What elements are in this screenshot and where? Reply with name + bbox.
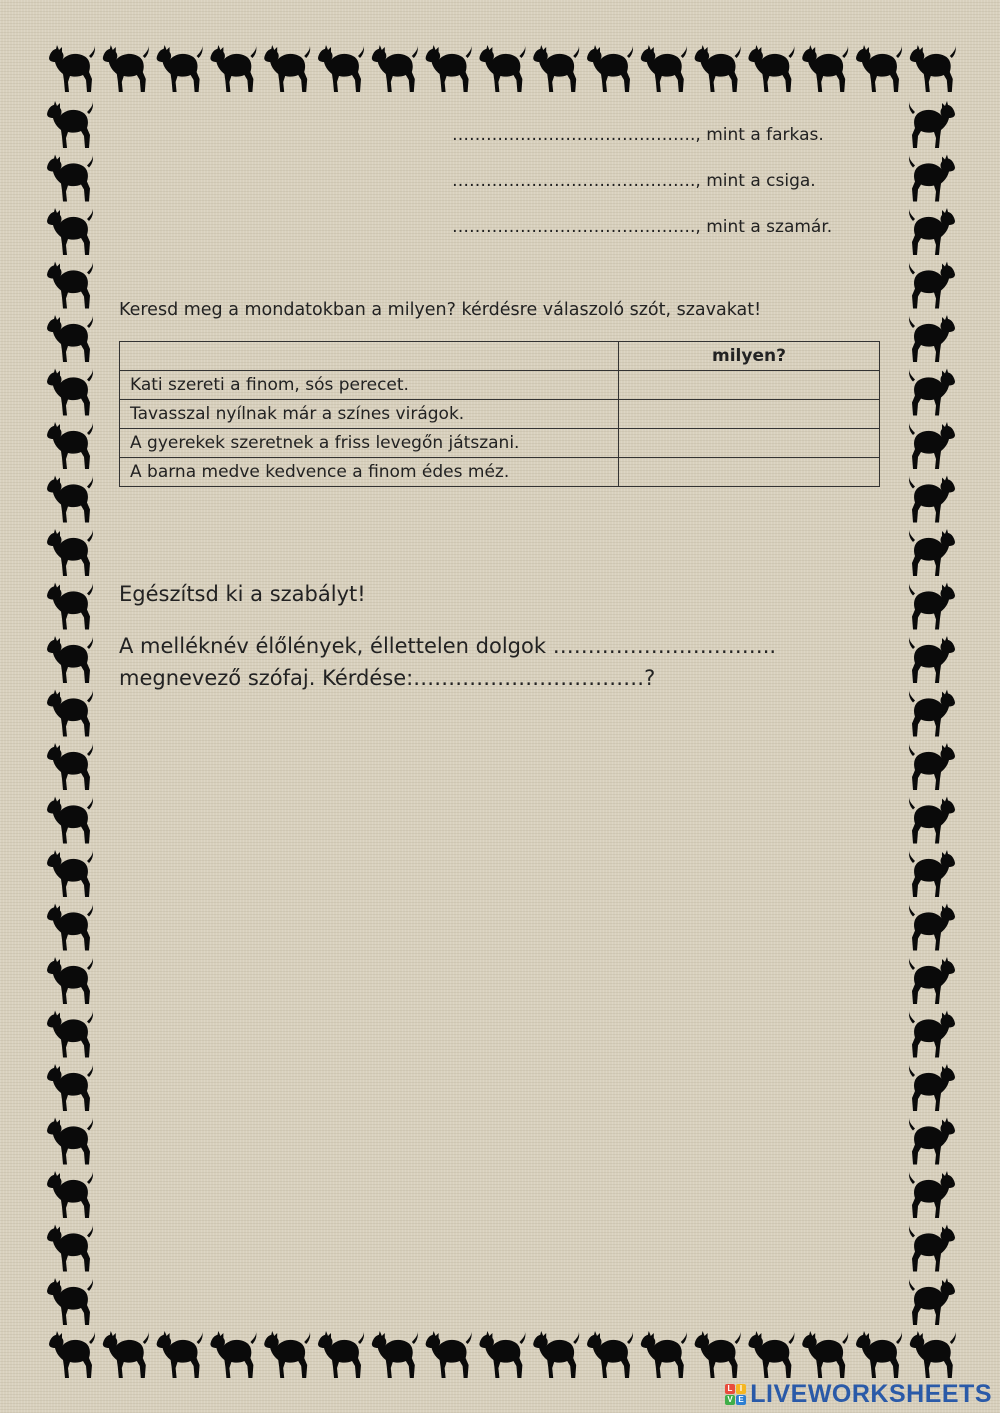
black-cat-icon xyxy=(909,1225,955,1272)
black-cat-icon xyxy=(210,1331,256,1378)
task2-title: Egészítsd ki a szabályt! xyxy=(119,582,366,606)
black-cat-icon xyxy=(47,583,93,630)
rule-text xyxy=(119,630,776,694)
rule-line-2[interactable]: megnevező szófaj. Kérdése:……………………………? xyxy=(119,666,656,690)
black-cat-icon xyxy=(909,850,955,897)
black-cat-icon xyxy=(909,101,955,148)
black-cat-icon xyxy=(47,957,93,1004)
table-header-sentence xyxy=(120,342,619,371)
black-cat-icon xyxy=(47,208,93,255)
black-cat-icon xyxy=(47,1118,93,1165)
liveworksheets-logo-icon xyxy=(725,1384,746,1405)
black-cat-icon xyxy=(909,369,955,416)
black-cat-icon xyxy=(157,45,203,92)
task1-instruction: Keresd meg a mondatokban a milyen? kérdésre válaszoló szót, szavakat! xyxy=(119,300,762,320)
black-cat-icon xyxy=(372,45,418,92)
answer-cell[interactable] xyxy=(619,371,880,400)
black-cat-icon xyxy=(47,422,93,469)
rule-line-1[interactable]: A melléknév élőlények, éllettelen dolgok ………………………….. xyxy=(119,634,777,658)
black-cat-icon xyxy=(909,422,955,469)
black-cat-icon xyxy=(533,1331,579,1378)
black-cat-icon xyxy=(479,45,525,92)
black-cat-icon xyxy=(910,45,956,92)
black-cat-icon xyxy=(47,904,93,951)
black-cat-icon xyxy=(909,690,955,737)
black-cat-icon xyxy=(264,1331,310,1378)
black-cat-icon xyxy=(748,45,794,92)
logo-letter: I xyxy=(736,1384,746,1394)
black-cat-icon xyxy=(909,1118,955,1165)
black-cat-icon xyxy=(909,529,955,576)
comparison-line-csiga[interactable]: ……………………………………., mint a csiga. xyxy=(452,171,816,191)
comparison-lines xyxy=(452,124,832,262)
black-cat-icon xyxy=(47,1171,93,1218)
cat-border-top xyxy=(49,45,956,92)
black-cat-icon xyxy=(909,315,955,362)
black-cat-icon xyxy=(47,529,93,576)
logo-letter: E xyxy=(736,1395,746,1405)
black-cat-icon xyxy=(103,1331,149,1378)
black-cat-icon xyxy=(210,45,256,92)
black-cat-icon xyxy=(909,476,955,523)
answer-cell[interactable] xyxy=(619,400,880,429)
black-cat-icon xyxy=(641,1331,687,1378)
table-sentence-cell: Kati szereti a finom, sós perecet. xyxy=(120,371,619,400)
black-cat-icon xyxy=(802,45,848,92)
cat-border-bottom xyxy=(49,1331,956,1378)
black-cat-icon xyxy=(909,743,955,790)
black-cat-icon xyxy=(909,1064,955,1111)
black-cat-icon xyxy=(47,1011,93,1058)
table-row xyxy=(120,429,880,458)
black-cat-icon xyxy=(748,1331,794,1378)
black-cat-icon xyxy=(909,636,955,683)
black-cat-icon xyxy=(47,315,93,362)
black-cat-icon xyxy=(47,101,93,148)
black-cat-icon xyxy=(318,1331,364,1378)
black-cat-icon xyxy=(47,1064,93,1111)
black-cat-icon xyxy=(47,690,93,737)
milyen-table xyxy=(119,341,880,487)
black-cat-icon xyxy=(49,45,95,92)
answer-cell[interactable] xyxy=(619,429,880,458)
brand-text: LIVEWORKSHEETS xyxy=(750,1379,992,1408)
black-cat-icon xyxy=(426,1331,472,1378)
table-header-milyen: milyen? xyxy=(619,342,880,371)
black-cat-icon xyxy=(264,45,310,92)
black-cat-icon xyxy=(909,155,955,202)
table-sentence-cell: Tavasszal nyílnak már a színes virágok. xyxy=(120,400,619,429)
black-cat-icon xyxy=(909,904,955,951)
black-cat-icon xyxy=(910,1331,956,1378)
cat-border-right xyxy=(909,101,955,1325)
black-cat-icon xyxy=(909,1171,955,1218)
table-sentence-cell: A barna medve kedvence a finom édes méz. xyxy=(120,458,619,487)
black-cat-icon xyxy=(909,957,955,1004)
black-cat-icon xyxy=(47,1225,93,1272)
table-row xyxy=(120,458,880,487)
black-cat-icon xyxy=(909,583,955,630)
table-row xyxy=(120,400,880,429)
black-cat-icon xyxy=(47,476,93,523)
black-cat-icon xyxy=(479,1331,525,1378)
black-cat-icon xyxy=(47,636,93,683)
table-sentence-cell: A gyerekek szeretnek a friss levegőn játszani. xyxy=(120,429,619,458)
black-cat-icon xyxy=(157,1331,203,1378)
black-cat-icon xyxy=(47,369,93,416)
comparison-line-farkas[interactable]: ……………………………………., mint a farkas. xyxy=(452,125,824,145)
black-cat-icon xyxy=(909,208,955,255)
comparison-line-szamar[interactable]: ……………………………………., mint a szamár. xyxy=(452,217,833,237)
black-cat-icon xyxy=(802,1331,848,1378)
black-cat-icon xyxy=(318,45,364,92)
black-cat-icon xyxy=(47,797,93,844)
black-cat-icon xyxy=(856,1331,902,1378)
black-cat-icon xyxy=(909,797,955,844)
black-cat-icon xyxy=(47,743,93,790)
black-cat-icon xyxy=(103,45,149,92)
table-row xyxy=(120,371,880,400)
black-cat-icon xyxy=(533,45,579,92)
black-cat-icon xyxy=(909,1011,955,1058)
answer-cell[interactable] xyxy=(619,458,880,487)
black-cat-icon xyxy=(587,1331,633,1378)
black-cat-icon xyxy=(47,850,93,897)
black-cat-icon xyxy=(856,45,902,92)
black-cat-icon xyxy=(47,155,93,202)
black-cat-icon xyxy=(47,262,93,309)
black-cat-icon xyxy=(909,1278,955,1325)
black-cat-icon xyxy=(426,45,472,92)
black-cat-icon xyxy=(909,262,955,309)
black-cat-icon xyxy=(695,45,741,92)
black-cat-icon xyxy=(695,1331,741,1378)
black-cat-icon xyxy=(49,1331,95,1378)
black-cat-icon xyxy=(587,45,633,92)
black-cat-icon xyxy=(372,1331,418,1378)
liveworksheets-brand xyxy=(725,1379,992,1409)
logo-letter: V xyxy=(725,1395,735,1405)
logo-letter: L xyxy=(725,1384,735,1394)
black-cat-icon xyxy=(641,45,687,92)
cat-border-left xyxy=(47,101,93,1325)
black-cat-icon xyxy=(47,1278,93,1325)
table-header-row xyxy=(120,342,880,371)
